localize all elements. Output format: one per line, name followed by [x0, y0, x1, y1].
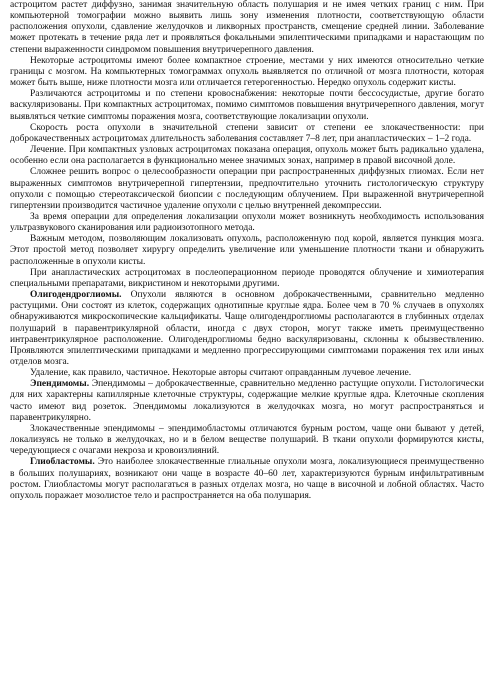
paragraph-4: Скорость роста опухоли в значительной степени зависит от степени ее злокачественности: при доброкачественных астроцитомах длительность заболевания составляет 7–8 лет, при анапластических – 1–2 года. [10, 122, 484, 144]
section-term-oligodendroglioma: Олигодендроглиомы. [30, 290, 122, 301]
paragraph-9: При анапластических астроцитомах в послеоперационном периоде проводятся облучение и химиотерапия специальными препаратами, викристином и некоторыми другими. [10, 267, 484, 289]
paragraph-11: Удаление, как правило, частичное. Некоторые авторы считают оправданным лучевое лечение. [30, 368, 412, 379]
paragraph-10-text: Опухоли являются в основном доброкачественными, сравнительно медленно растущими. Они состоят из клеток, содержащих однотипные круглые ядра. Более чем в 70 % случаев в опухолях обнаруживаются микроскопические кальцификаты. Чаще олигодендроглиомы располагаются в глубинных отделах полушарий в паравентрикулярной области, иногда с двух сторон, могут также иметь преимущественно интравентрикулярное расположение. Олигодендроглиомы бедно васкуляризованы, склонны к обызвествлению. Проявляются эпилептическими припадками и медленно прогрессирующими симптомами поражения тех или иных отделов мозга. [10, 290, 484, 367]
paragraph-5: Лечение. При компактных узловых астроцитомах показана операция, опухоль может быть радикально удалена, особенно если она располагается в функционально менее значимых зонах, например в правой височной доле. [10, 145, 484, 167]
paragraph-14 [10, 457, 484, 502]
section-term-ependymoma: Эпендимомы. [30, 379, 90, 390]
paragraph-3: Различаются астроцитомы и по степени кровоснабжения: некоторые почти бессосудистые, другие богато васкуляризованы. При компактных астроцитомах, помимо симптомов повышения внутричерепного давления, могут выявляться четкие симптомы поражения мозга, соответствующие локализации опухоли. [10, 89, 484, 122]
paragraph-1: астроцитом растет диффузно, занимая значительную область полушария и не имея четких границ с ним. При компьютерной томографии можно выявить лишь зону изменения плотности, соответствующую области расположения опухоли, сдавление желудочков и ликворных пространств, смещение средней линии. Заболевание может протекать в течение ряда лет и проявляться фокальными эпилептическими припадками и нарастающим по степени выраженности синдромом повышения внутричерепного давления. [10, 0, 484, 55]
paragraph-12-text: Эпендимомы – доброкачественные, сравнительно медленно растущие опухоли. Гистологически для них характерны капиллярные клеточные структуры, содержащие мелкие круглые ядра. Клеточные скопления часто имеют вид розеток. Эпендимомы локализуются в желудочках мозга, но могут распространяться и паравентрикулярно. [10, 379, 484, 423]
paragraph-13: Злокачественные эпендимомы – эпендимобластомы отличаются бурным ростом, чаще они бывают у детей, локализуясь не только в желудочках, но и в белом веществе полушарий. В ткани опухоли формируются кисты, чередующиеся с очагами некроза и кровоизлияний. [10, 423, 484, 457]
paragraph-10 [10, 290, 484, 368]
section-term-glioblastoma: Глиобластомы. [30, 457, 95, 468]
paragraph-7: За время операции для определения локализации опухоли может возникнуть необходимость использования ультразвукового сканирования или радиоизотопного метода. [10, 211, 484, 234]
paragraph-6: Сложнее решить вопрос о целесообразности операции при распространенных диффузных глиомах. Если нет выраженных симптомов внутричерепной гипертензии, предпочтительно уточнить гистологическую структуру опухоли с помощью стереотаксической биопсии с последующим облучением. При выраженной внутричерепной гипертензии производится частичное удаление опухоли с целью внутренней декомпрессии. [10, 167, 484, 211]
paragraph-14-text: Это наиболее злокачественные глиальные опухоли мозга, локализующиеся преимущественно в больших полушариях, возникают они чаще в возрасте 40–60 лет, характеризуются бурным инфильтративным ростом. Глиобластомы могут располагаться в разных отделах мозга, но чаще в височной и лобной областях. Часто опухоль поражает мозолистое тело и распространяется на оба полушария. [10, 457, 484, 501]
paragraph-2: Некоторые астроцитомы имеют более компактное строение, местами у них имеются относительно четкие границы с мозгом. На компьютерных томограммах опухоль выявляется по отличной от мозга плотности, которая может быть выше, ниже плотности мозга или отличается гетерогенностью. Нередко опухоль содержит кисты. [10, 55, 484, 89]
paragraph-12 [10, 379, 484, 424]
paragraph-8: Важным методом, позволяющим локализовать опухоль, расположенную под корой, является пункция мозга. Этот простой метод позволяет хирургу определить увеличение или уменьшение плотности ткани и обнаружить расположенные в опухоли кисты. [10, 234, 484, 267]
